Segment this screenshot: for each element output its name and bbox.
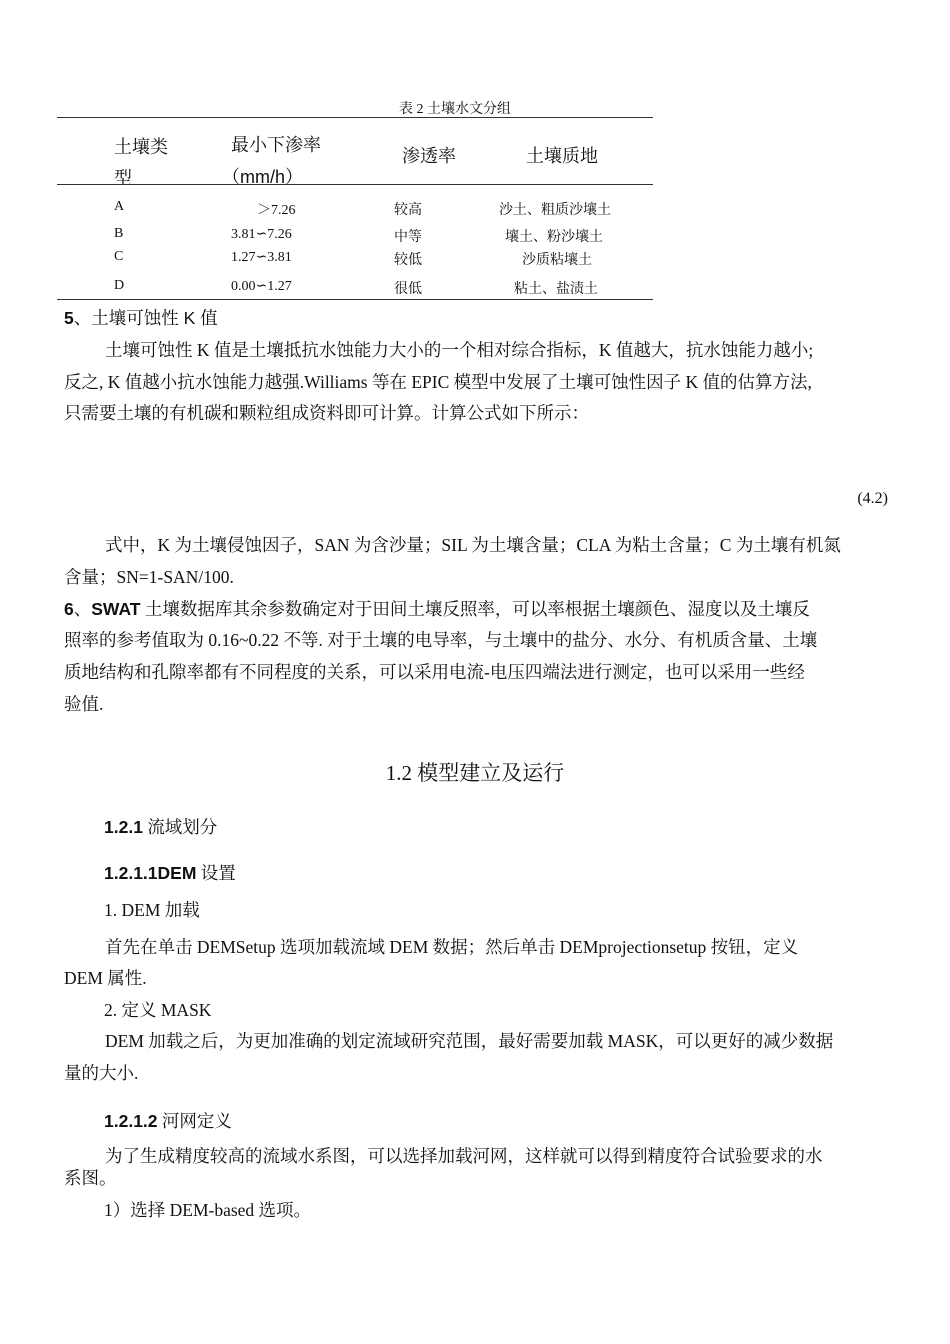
river-line-1: 为了生成精度较高的流域水系图，可以选择加载河网，这样就可以得到精度符合试验要求的水 — [105, 1146, 823, 1166]
header-min-infiltration-unit: （mm/h） — [222, 167, 303, 187]
where-line-2: 含量；SN=1-SAN/100. — [64, 567, 234, 587]
cell-rate: ＞7.26 — [257, 203, 296, 218]
cell-type: D — [114, 278, 125, 293]
cell-type: C — [114, 249, 124, 264]
heading-1-2-1-text: 流域划分 — [142, 817, 218, 837]
heading-1-2-1-2-num: 1.2.1.2 — [104, 1111, 158, 1131]
section-6-line-3: 质地结构和孔隙率都有不同程度的关系，可以采用电流-电压四端法进行测定，也可以采用一些经 — [64, 662, 805, 682]
header-soil-type-2: 型 — [114, 168, 132, 188]
item-1-line-1: 首先在单击 DEMSetup 选项加载流域 DEM 数据；然后单击 DEMprojectionsetup 按钮，定义 — [105, 937, 799, 957]
section-5-para-line-3: 只需要土壤的有机碳和颗粒组成资料即可计算。计算公式如下所示： — [64, 403, 589, 423]
heading-1-2-1-2 — [104, 1108, 232, 1133]
cell-permeability: 较高 — [394, 203, 422, 218]
cell-permeability: 很低 — [394, 282, 422, 297]
heading-1-2-1-1-num: 1.2.1.1DEM — [104, 863, 197, 883]
table-header-rule — [57, 184, 653, 185]
table-caption: 表 2 土壤水文分组 — [399, 102, 511, 117]
cell-type: A — [114, 199, 125, 214]
section-6-line-1-rest: 土壤数据库其余参数确定对于田间土壤反照率，可以率根据土壤颜色、湿度以及土壤反 — [140, 599, 810, 619]
cell-texture: 沙质粘壤土 — [522, 253, 592, 268]
header-soil-type: 土壤类 — [114, 137, 168, 157]
section-6-line-1 — [64, 593, 810, 625]
section-5-title: 、土壤可蚀性 K 值 — [73, 308, 218, 328]
heading-1-2-1-num: 1.2.1 — [104, 817, 143, 837]
section-5-para-line-1: 土壤可蚀性 K 值是土壤抵抗水蚀能力大小的一个相对综合指标，K 值越大，抗水蚀能力越小; — [105, 340, 814, 360]
section-6-line-2: 照率的参考值取为 0.16~0.22 不等. 对于土壤的电导率，与土壤中的盐分、水分、有机质含量、土壤 — [64, 630, 818, 650]
cell-texture: 壤土、粉沙壤土 — [505, 230, 603, 245]
cell-texture: 粘土、盐渍土 — [514, 282, 598, 297]
section-5-para-line-2: 反之, K 值越小抗水蚀能力越强.Williams 等在 EPIC 模型中发展了土壤可蚀性因子 K 值的估算方法, — [64, 372, 812, 392]
section-6-swat: SWAT — [91, 599, 141, 619]
heading-1-2-1-1 — [104, 860, 236, 885]
heading-1-2-1-2-text: 河网定义 — [157, 1111, 232, 1131]
cell-permeability: 较低 — [394, 253, 422, 268]
item-2-title: 2. 定义 MASK — [104, 1000, 212, 1020]
header-permeability: 渗透率 — [402, 146, 456, 166]
cell-permeability: 中等 — [394, 230, 422, 245]
cell-rate: 3.81∽7.26 — [231, 227, 292, 242]
header-min-infiltration: 最小下渗率 — [231, 135, 321, 155]
cell-rate: 1.27∽3.81 — [231, 250, 292, 265]
river-item-1: 1）选择 DEM-based 选项。 — [104, 1200, 312, 1220]
item-2-line-2: 量的大小. — [64, 1063, 139, 1083]
header-texture: 土壤质地 — [526, 146, 598, 166]
cell-texture: 沙土、粗质沙壤土 — [499, 203, 611, 218]
cell-rate: 0.00∽1.27 — [231, 279, 292, 294]
section-6-sep: 、 — [73, 599, 92, 619]
section-6-line-4: 验值. — [64, 694, 104, 714]
heading-1-2-1-1-text: 设置 — [196, 863, 236, 883]
section-6-number: 6 — [64, 599, 74, 619]
table-bottom-rule — [57, 299, 653, 300]
river-line-2: 系图。 — [64, 1168, 117, 1188]
table-top-rule — [57, 117, 653, 118]
item-1-title: 1. DEM 加载 — [104, 900, 200, 920]
section-5-heading — [64, 304, 218, 332]
equation-number: (4.2) — [857, 490, 888, 507]
section-5-number: 5 — [64, 308, 74, 328]
item-2-line-1: DEM 加载之后，为更加准确的划定流域研究范围，最好需要加载 MASK，可以更好的减少数据 — [105, 1031, 834, 1051]
heading-1-2: 1.2 模型建立及运行 — [385, 761, 565, 785]
item-1-line-2: DEM 属性. — [64, 968, 147, 988]
heading-1-2-1 — [104, 814, 217, 839]
cell-type: B — [114, 226, 124, 241]
where-line-1: 式中，K 为土壤侵蚀因子，SAN 为含沙量；SIL 为土壤含量；CLA 为粘土含量；C 为土壤有机氮 — [105, 535, 841, 555]
